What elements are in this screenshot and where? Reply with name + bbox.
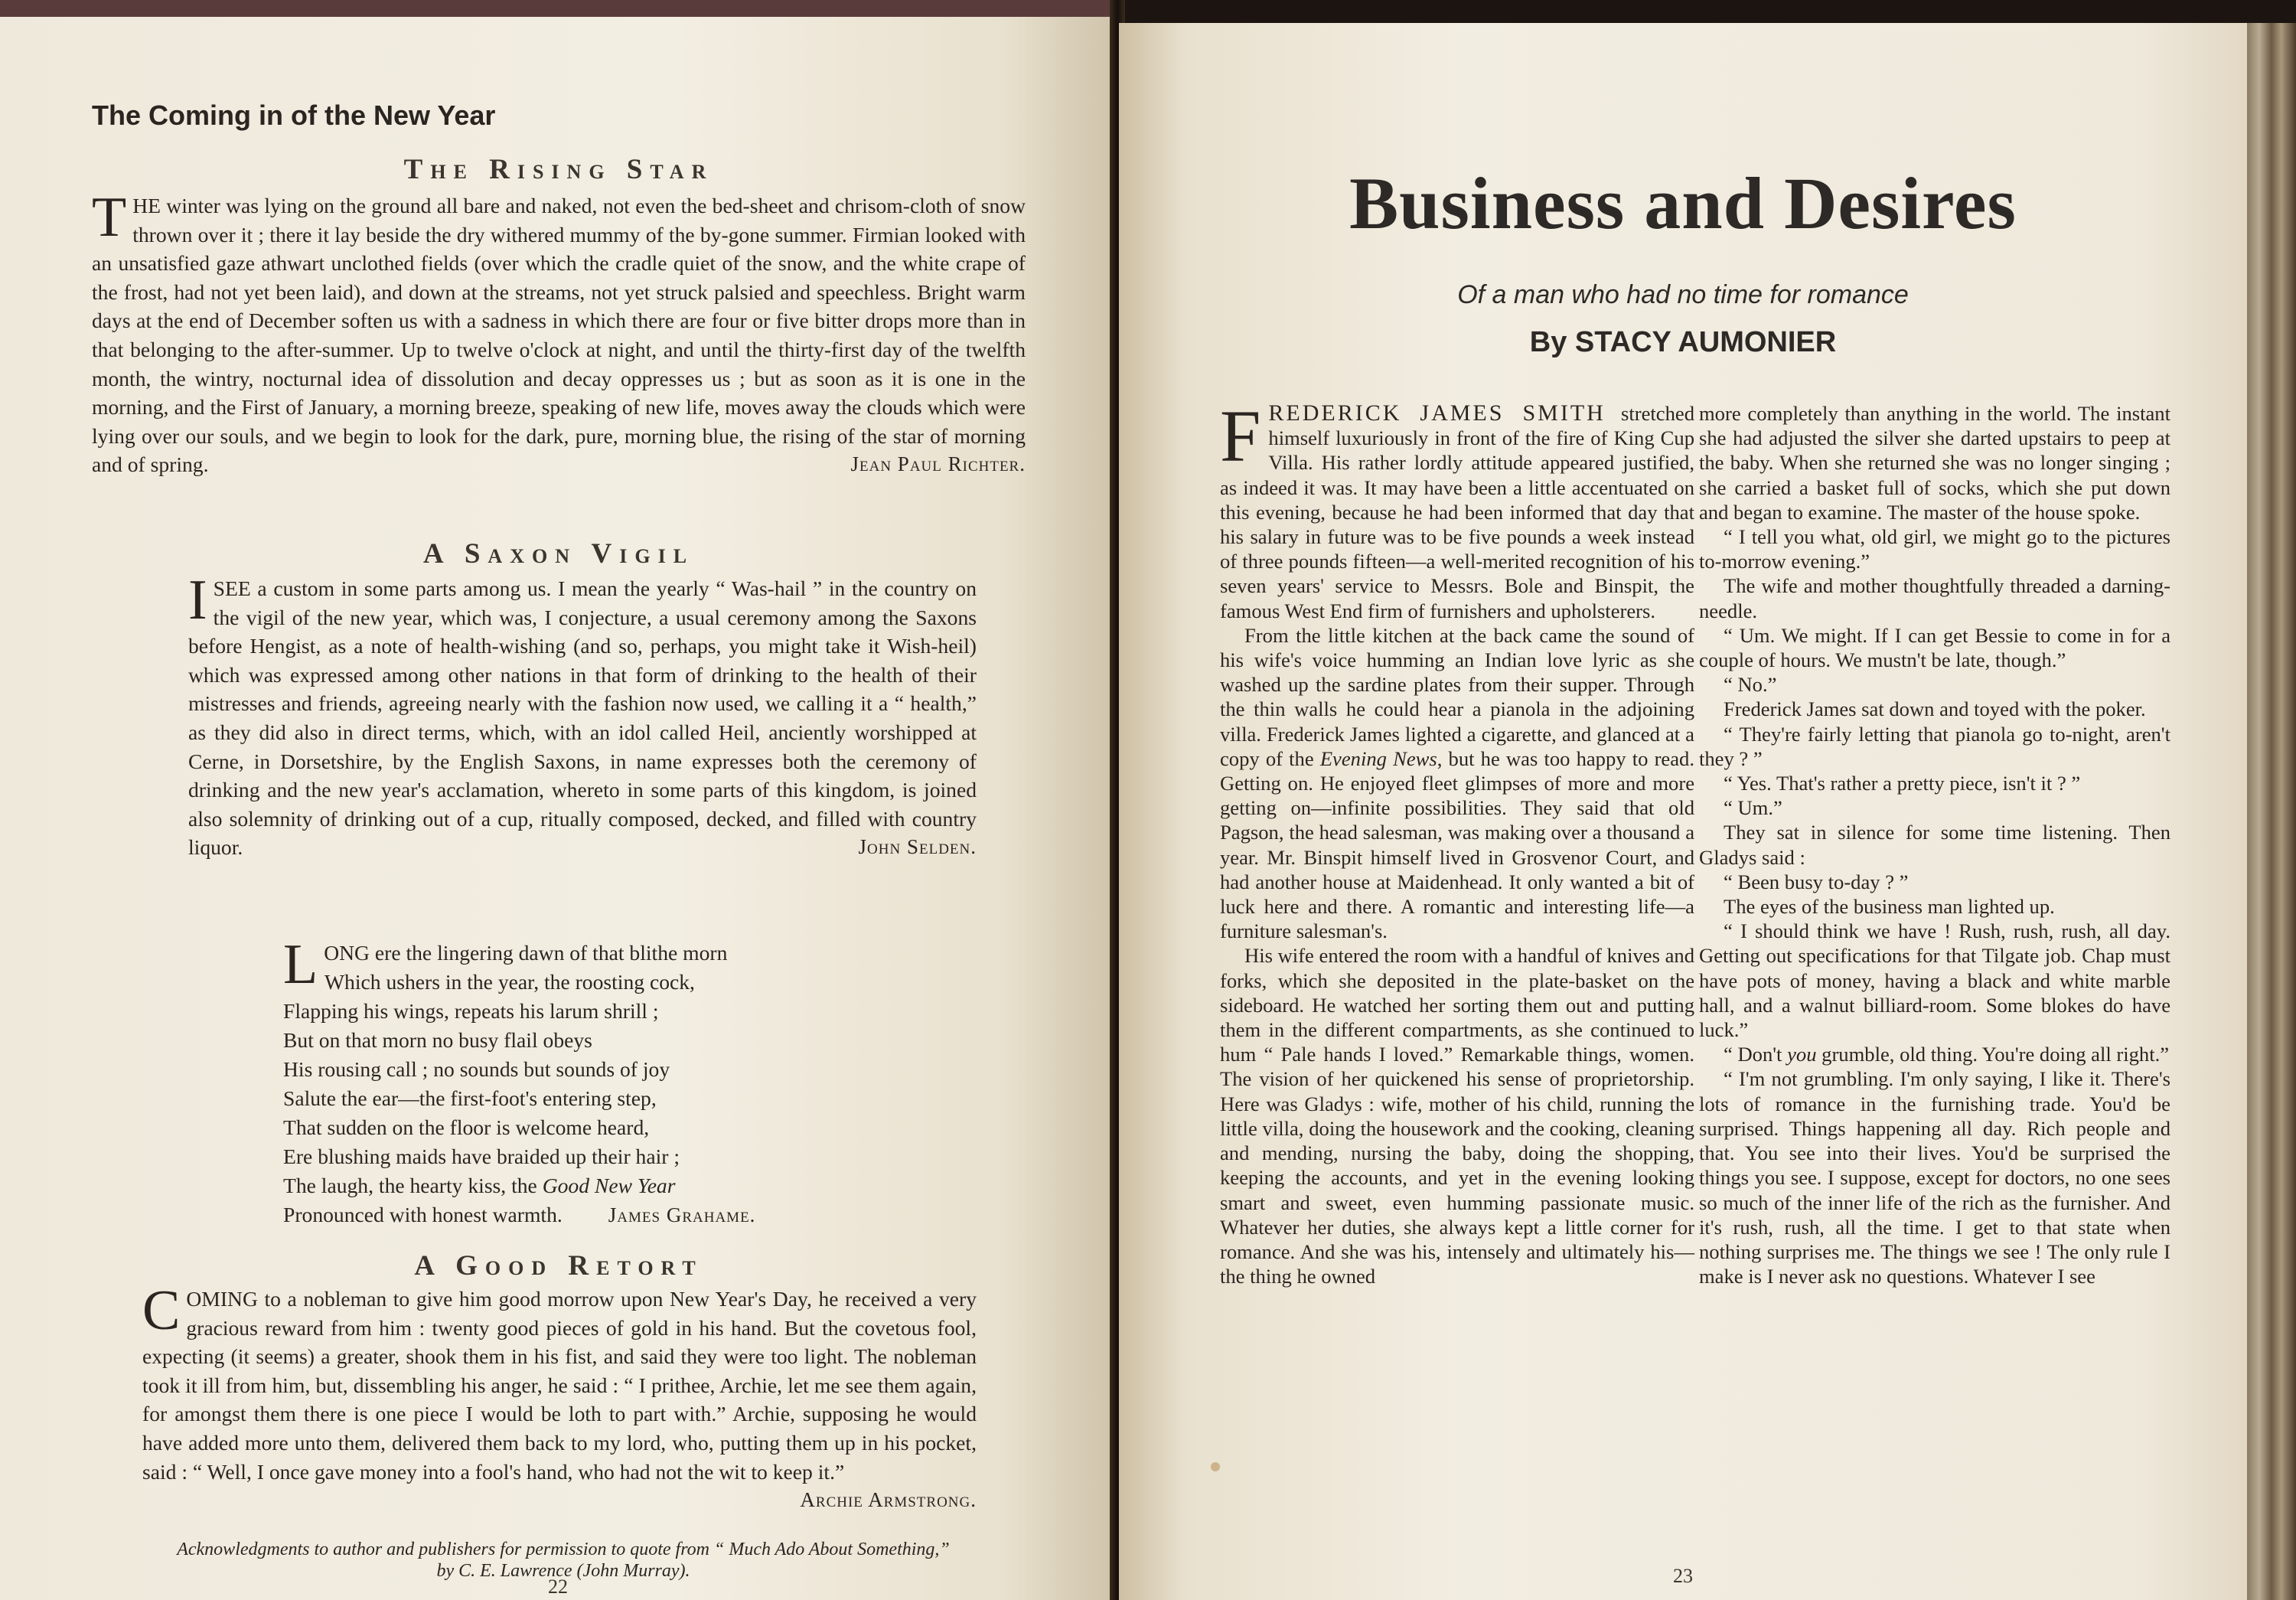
paragraph: “ I should think we have ! Rush, rush, rush, all day. Getting out specifications for that Tilgate job. Chap must have pots of money, having a black and white marble hall, and a walnut billiard-room. Some blokes do have luck.”: [1699, 919, 2170, 1042]
section-heading-good-retort: A Good Retort: [414, 1250, 703, 1282]
paragraph: The wife and mother thoughtfully threaded a darning-needle.: [1699, 574, 2170, 622]
paragraph: They sat in silence for some time listening. Then Gladys said :: [1699, 821, 2170, 869]
article-byline: By STACY AUMONIER: [1529, 326, 1837, 358]
paragraph: “ I'm not grumbling. I'm only saying, I like it. There's lots of romance in the furnishing trade. You'd be surprised. Things happening all day. Rich people and that. You see into their lives. You'd be surprised the things you see. I suppose, except for doctors, no one sees so much of the inner life of the rich as the furnisher. And it's rush, rush, all the time. I get to that state when nothing surprises me. The things we see ! The only rule I make is I never ask no questions. Whatever I see: [1699, 1067, 2170, 1288]
article-column-1: [1220, 395, 1694, 1288]
article-title: Business and Desires: [1349, 162, 2017, 244]
italic-word: you: [1787, 1043, 1817, 1066]
book-cover-top-edge: [0, 0, 1110, 17]
poem-line: The laugh, the hearty kiss, the Good New Year: [283, 1174, 676, 1197]
saxon-vigil-paragraph: [188, 569, 977, 862]
good-retort-text: OMING to a nobleman to give him good morrow upon New Year's Day, he received a very gracious reward from him : twenty good pieces of gold in his hand. But the covetous fool, expecting (it seems) a greater, shook them in his fist, and said they were too light. The nobleman took it ill from him, but, dissembling his anger, he said : “ I prithee, Archie, let me see them again, for amongst them there is one piece I would be loth to part with.” Archie, supposing he would have added more unto them, delivered them back to my lord, who, putting them up in his pocket, said : “ Well, I once gave money into a fool's hand, who had not the wit to keep it.”: [142, 1287, 977, 1484]
italic-newspaper-name: Evening News: [1319, 746, 1437, 770]
dropcap: T: [92, 186, 127, 249]
paragraph: “ I tell you what, old girl, we might go to the pictures to-morrow evening.”: [1699, 525, 2170, 573]
paragraph: “ Yes. That's rather a pretty piece, isn't it ? ”: [1724, 772, 2081, 795]
dropcap: I: [188, 569, 207, 632]
lead-words: REDERICK JAMES SMITH: [1268, 400, 1606, 426]
italic-phrase: Good New Year: [542, 1174, 676, 1197]
page-number-right: 23: [1673, 1565, 1693, 1587]
attribution: Archie Armstrong.: [800, 1488, 977, 1512]
poem-line: But on that morn no busy flail obeys: [283, 1028, 592, 1052]
poem-line: Ere blushing maids have braided up their hair ;: [283, 1144, 680, 1168]
section-heading-rising-star: The Rising Star: [403, 154, 714, 185]
paragraph: “ They're fairly letting that pianola go to-night, aren't they ? ”: [1699, 722, 2170, 770]
article-subtitle: Of a man who had no time for romance: [1457, 280, 1909, 309]
poem-line: Flapping his wings, repeats his larum shrill ;: [283, 999, 659, 1023]
rising-star-text: HE winter was lying on the ground all bare and naked, not even the bed-sheet and chrisom-cloth of snow thrown over it ; there it lay beside the dry withered mummy of the by-gone summer. Firmian looked with an unsatisfied gaze athwart unclothed fields (over which the cradle quiet of the snow, and the white crape of the frost, had not yet been laid), and down at the streams, not yet struck palsied and speechless. Bright warm days at the end of December soften us with a sadness in which there are four or five bitter drops more than in that belonging to the after-summer. Up to twelve o'clock at night, and until the thirty-first day of the twelfth month, the wintry, nocturnal idea of dissolution and decay oppresses us ; but as soon as it is one in the morning, and the First of January, a morning breeze, speaking of new life, moves away the clouds which were lying over our souls, and we begin to look for the dark, pure, morning blue, the rising of the star of morning and of spring.: [92, 194, 1026, 477]
poem-line: That sudden on the floor is welcome heard,: [283, 1115, 650, 1139]
paragraph: “ Um.”: [1724, 796, 1782, 820]
dropcap: L: [283, 933, 318, 996]
paragraph: more completely than anything in the world. The instant she had adjusted the silver she darted upstairs to peep at the baby. When she returned she was no longer singing ; she carried a basket full of socks, which she put down and began to examine. The master of the house spoke.: [1699, 402, 2170, 524]
running-title: The Coming in of the New Year: [92, 100, 496, 131]
rising-star-paragraph: [92, 186, 1026, 479]
paragraph: His wife entered the room with a handful of knives and forks, which she deposited in the plate-basket on the sideboard. He watched her sorting them out and putting them in the different compartments, as she continued to hum “ Pale hands I loved.” Remarkable things, women. The vision of her quickened his sense of proprietorship. Here was Gladys : wife, mother of his child, running the little villa, doing the housework and the cooking, cleaning and mending, nursing the baby, doing the shopping, keeping the accounts, and yet in the evening looking smart and sweet, even humming passionate music. Whatever her duties, she always kept a little corner for romance. And she was his, intensely and ultimately his—the thing he owned: [1220, 944, 1694, 1288]
paragraph: “ No.”: [1724, 673, 1777, 697]
dropcap: C: [142, 1279, 181, 1342]
good-retort-paragraph: [142, 1279, 977, 1515]
paragraph: The eyes of the business man lighted up.: [1724, 895, 2055, 919]
attribution: John Selden.: [858, 835, 977, 859]
paragraph: “ Um. We might. If I can get Bessie to come in for a couple of hours. We mustn't be late, though.”: [1699, 623, 2170, 672]
poem-line: Which ushers in the year, the roosting cock,: [325, 970, 695, 994]
new-year-poem: [283, 933, 941, 1229]
paper-stain: [1211, 1462, 1220, 1471]
section-heading-saxon-vigil: A Saxon Vigil: [422, 538, 695, 570]
poem-line: LONG ere the lingering dawn of that blithe morn: [283, 933, 728, 996]
paragraph: From the little kitchen at the back came the sound of his wife's voice humming an Indian love lyric as she washed up the sardine plates from their supper. Through the thin walls he could hear a pianola in the adjoining villa. Frederick James lighted a cigarette, and glanced at a copy of the Evening News, but he was too happy to read. Getting on. He enjoyed fleet glimpses of more and more getting on—infinite possibilities. They said that old Pagson, the head salesman, was making over a thousand a year. Mr. Binspit himself lived in Grosvenor Court, and had another house at Maidenhead. It only wanted a bit of luck here and there. A romantic and interesting life—a furniture salesman's.: [1220, 623, 1694, 943]
dropcap: F: [1220, 395, 1261, 477]
attribution: Jean Paul Richter.: [850, 452, 1026, 476]
paragraph: “ Don't you grumble, old thing. You're doing all right.”: [1724, 1043, 2170, 1066]
attribution: James Grahame.: [608, 1203, 756, 1226]
page-number-left: 22: [548, 1576, 568, 1598]
paragraph: “ Been busy to-day ? ”: [1724, 870, 1909, 893]
poem-line: Salute the ear—the first-foot's entering step,: [283, 1086, 657, 1110]
left-page: [0, 17, 1113, 1600]
article-column-2: [1699, 401, 2170, 1288]
saxon-vigil-text: SEE a custom in some parts among us. I mean the yearly “ Was-hail ” in the country on the vigil of the new year, which was, I conjecture, a usual ceremony among the Saxons before Hengist, as a note of health-wishing (and so, perhaps, you might take it Wish-heil) which was expressed among other nations in that form of drinking to the health of their mistresses and friends, agreeing nearly with the fashion now used, we calling it a “ health,” as they did also in direct terms, which, with an idol called Heil, anciently worshipped at Cerne, in Dorsetshire, by the English Saxons, in name expresses both the ceremony of drinking and the new year's acclamation, whereto in some parts of this kingdom, is joined also solemnity of drinking out of a cup, ritually composed, decked, and filled with country liquor.: [188, 576, 977, 860]
paragraph: FREDERICK JAMES SMITH stretched himself luxuriously in front of the fire of King Cup Villa. His rather lordly attitude appeared justified, as indeed it was. It may have been a little accentuated on this evening, because he had been informed that day that his salary in future was to be five pounds a week instead of three pounds fifteen—a well-merited recognition of his seven years' service to Messrs. Bole and Binspit, the famous West End firm of furnishers and upholsterers.: [1220, 395, 1694, 622]
poem-line: Pronounced with honest warmth. James Grahame.: [283, 1203, 756, 1226]
book-page-edges: [2247, 23, 2296, 1600]
acknowledgment-footnote: Acknowledgments to author and publishers for permission to quote from “ Much Ado About Something,” by C. E. Lawrence (John Murray).: [177, 1540, 950, 1581]
paragraph: Frederick James sat down and toyed with the poker.: [1724, 697, 2146, 721]
poem-line: His rousing call ; no sounds but sounds of joy: [283, 1057, 670, 1081]
right-page: [1119, 23, 2247, 1600]
